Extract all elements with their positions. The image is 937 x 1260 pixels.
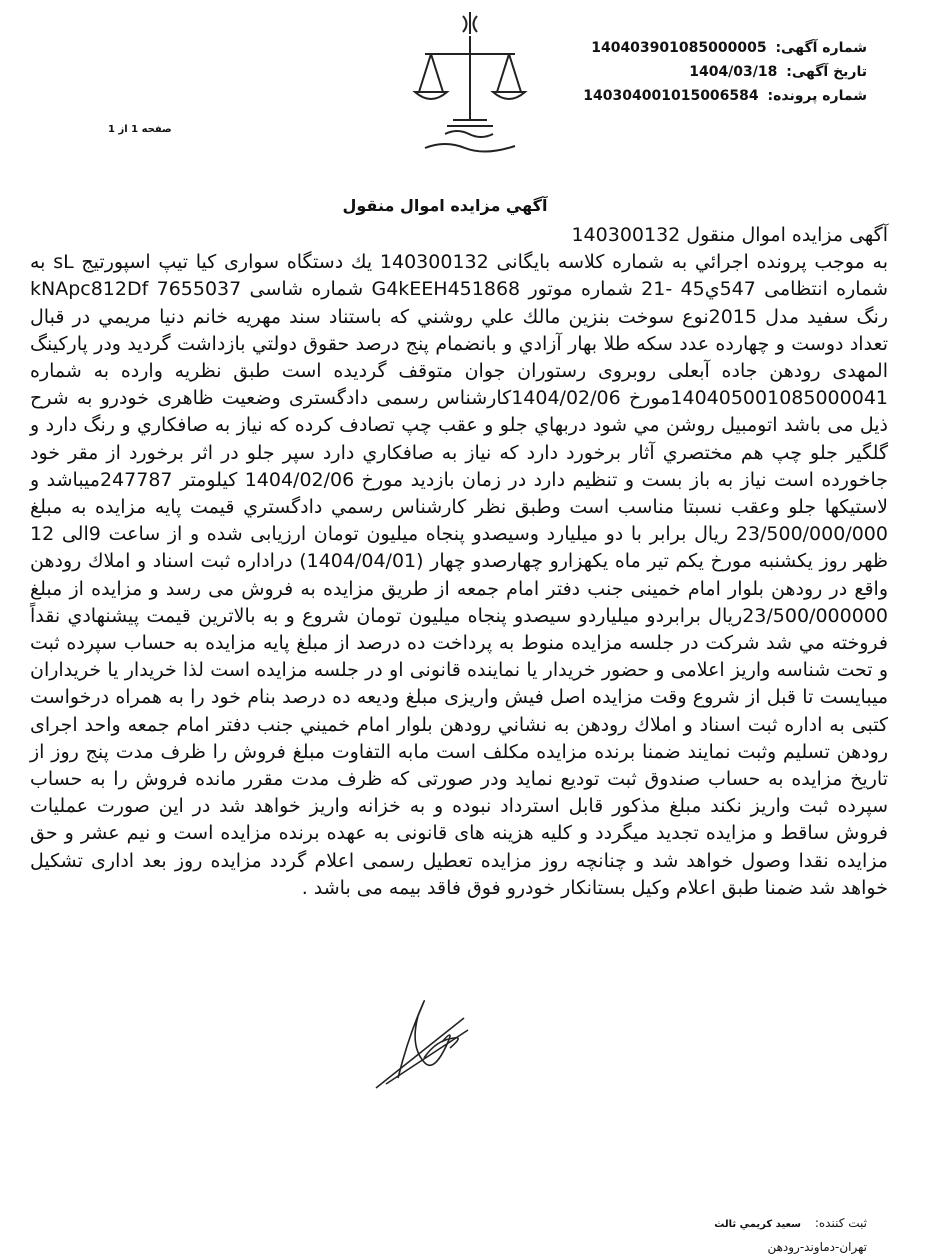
notice-number-row	[527, 36, 867, 60]
notice-body	[30, 222, 888, 902]
case-number-row	[527, 84, 867, 108]
notice-number-label: شماره آگهی:	[775, 40, 867, 56]
judiciary-emblem-icon	[395, 8, 545, 158]
notice-date: 1404/03/18	[689, 64, 778, 80]
document-title: آگهي مزايده اموال منقول	[342, 196, 548, 215]
notice-heading: آگهی مزایده اموال منقول 140300132	[571, 224, 888, 246]
registrar-name: سعيد كريمي ثالث	[714, 1219, 802, 1230]
registrar-label: ثبت کننده:	[814, 1216, 867, 1230]
case-number: 140304001015006584	[583, 88, 759, 104]
registrar	[714, 1216, 867, 1230]
notice-number: 140403901085000005	[591, 40, 767, 56]
notice-paragraph: به موجب پرونده اجرائي به شماره كلاسه بایگانی 140300132 یك دستگاه سواری كيا تيپ اسپورتيج sL به شماره انتظامی 547ي45 -21 شماره موتور G4kEEH451868 شماره شاسی kNApc812Df 7655037 رنگ سفيد مدل 2015نوع سوخت بنزين مالك علي روشني كه باستناد سند مهريه خانم دنيا مريمي در قبال تعداد دوست و چهارده عدد سكه طلا بهار آزادي و بانضمام پنج درصد حقوق دولتي بازداشت گرديد ودر پاركينگ المهدی رودهن جاده آبعلی روبروی رستوران جوان متوقف گرديده است طبق نظريه وارده به شماره 140405001085000041مورخ 1404/02/06كارشناس رسمی دادگستری وضعيت ظاهری خودرو به شرح ذیل می باشد اتومبيل روشن مي شود دربهاي جلو و عقب چپ تصادف كرده كه نياز به صافكاري و رنگ دارد و گلگير جلو چپ هم مختصري آثار برخورد دارد كه نياز به صافكاري دارد سپر جلو در اثر برخورد از مقر خود جاخورده است نياز به باز بست و تنظيم دارد در زمان بازديد مورخ 1404/02/06 كيلومتر 247787ميباشد و لاستيكها جلو وعقب نسبتا مناسب است وطبق نظر كارشناس رسمي دادگستري قيمت پایه مزایده به مبلغ 23/500/000/000 ريال برابر با دو ميليارد وسيصدو پنجاه ميليون تومان ارزيابی شده و از ساعت 9الی 12 ظهر روز يكشنبه مورخ يكم تير ماه يكهزارو چهارصدو چهار (1404/04/01) دراداره ثبت اسناد و املاك رودهن واقع در رودهن بلوار امام خمينی جنب دفتر امام جمعه از طريق مزايده به فروش می رسد و مزايده از مبلغ 23/500/000000ريال برابردو ميلياردو سيصدو پنجاه ميليون تومان شروع و به بالاترين قيمت پيشنهادي نقداً فروخته مي شد شركت در جلسه مزايده منوط به پرداخت ده درصد از مبلغ پایه مزایده به حساب سپرده ثبت و تحت شناسه واريز اعلامی و حضور خريدار يا نماينده قانونی او در جلسه مزايده است لذا خريدار يا خريداران ميبايست تا قبل از شروع وقت مزایده اصل فيش واريزی مبلغ وديعه ده درصد بنام خود را به همراه درخواست كتبی به اداره ثبت اسناد و املاك رودهن به نشاني رودهن بلوار امام خميني جنب دفتر امام جمعه واحد اجرای رودهن تسليم وثبت نمايند ضمنا برنده مزايده مكلف است مابه التفاوت مبلغ فروش را ظرف مدت پنج روز از تاريخ مزايده به حساب صندوق ثبت توديع نمايد ودر صورتی كه ظرف مدت مقرر مانده فروش را به حساب سپرده ثبت واريز نكند مبلغ مذكور قابل استرداد نبوده و به خزانه واريز خواهد شد در اين صورت عمليات فروش ساقط و مزايده تجديد ميگردد و كليه هزينه های قانونی به عهده برنده مزايده است و نيم عشر و حق مزايده نقدا وصول خواهد شد و چنانچه روز مزايده تعطيل رسمی اعلام گردد مزايده روز بعد اداری تشكيل خواهد شد ضمنا طبق اعلام وكيل بستانكار خودرو فوق فاقد بيمه می باشد .	[30, 251, 889, 899]
notice-meta	[527, 36, 867, 108]
signature-icon	[368, 988, 478, 1098]
case-number-label: شماره پرونده:	[767, 88, 867, 104]
notice-date-row	[527, 60, 867, 84]
page-indicator: صفحه 1 از 1	[108, 124, 172, 135]
notice-date-label: تاریخ آگهی:	[786, 64, 867, 80]
location: تهران-دماوند-رودهن	[767, 1240, 867, 1254]
